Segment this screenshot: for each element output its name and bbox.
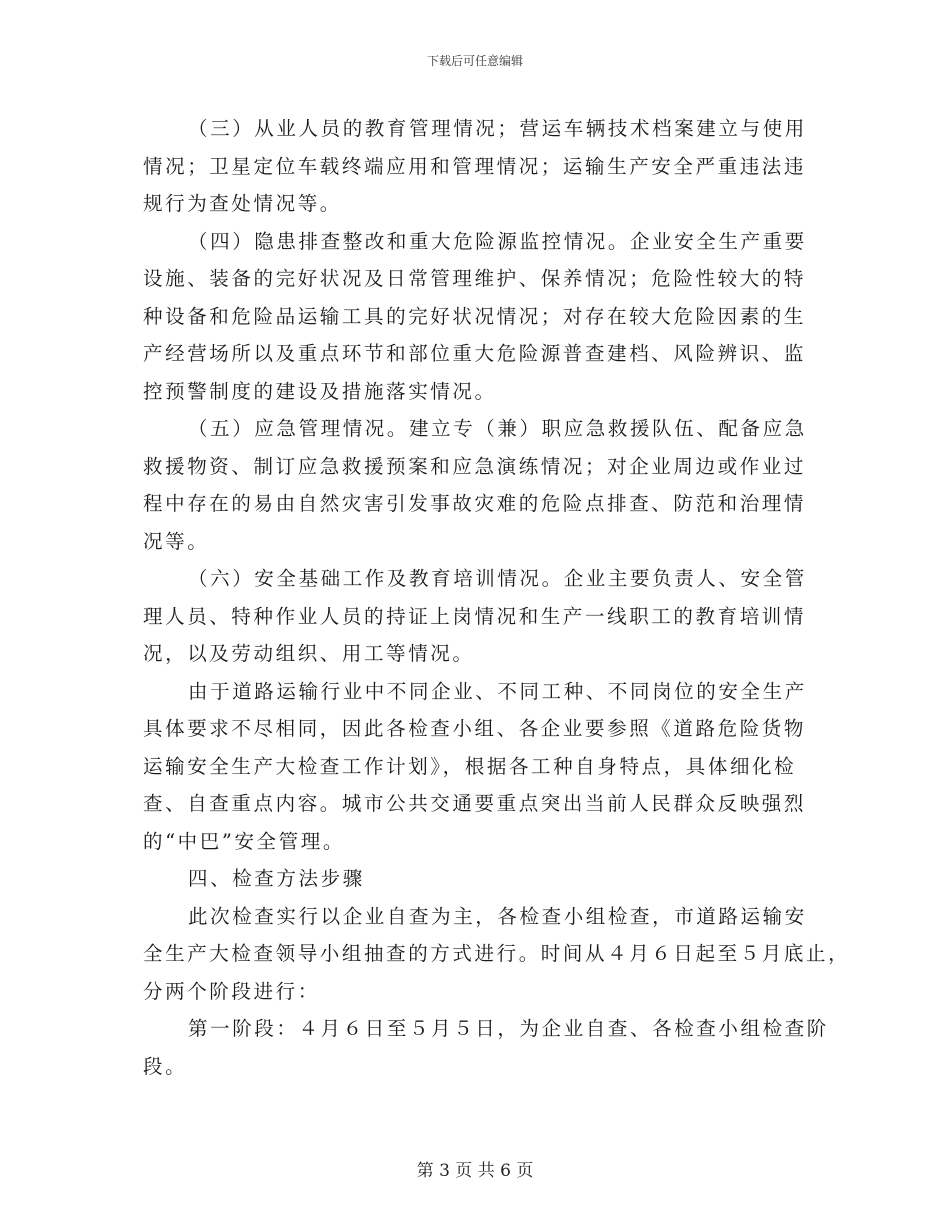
text-line: 查、自查重点内容。城市公共交通要重点突出当前人民群众反映强烈 bbox=[143, 792, 807, 815]
text-line: 情况；卫星定位车载终端应用和管理情况；运输生产安全严重违法违 bbox=[143, 154, 807, 178]
page-header: 下载后可任意编辑 bbox=[426, 54, 523, 68]
paragraph bbox=[143, 110, 823, 223]
text-line: 段。 bbox=[143, 1054, 188, 1078]
text-line: 具体要求不尽相同，因此各检查小组、各企业要参照《道路危险货物 bbox=[143, 717, 807, 740]
text-line: 设施、装备的完好状况及日常管理维护、保养情况；危险性较大的特 bbox=[143, 267, 807, 290]
text-line: 产经营场所以及重点环节和部位重大危险源普查建档、风险辨识、监 bbox=[143, 342, 807, 365]
paragraph bbox=[143, 898, 851, 1011]
text-line: （三）从业人员的教育管理情况；营运车辆技术档案建立与使用 bbox=[188, 117, 807, 140]
text-line: 控预警制度的建设及措施落实情况。 bbox=[143, 379, 497, 403]
text-line: （五）应急管理情况。建立专（兼）职应急救援队伍、配备应急 bbox=[188, 417, 807, 440]
page-footer: 第 3 页 共 6 页 bbox=[416, 1161, 534, 1181]
text-line: （六）安全基础工作及教育培训情况。企业主要负责人、安全管 bbox=[188, 567, 807, 590]
text-line: 种设备和危险品运输工具的完好状况情况；对存在较大危险因素的生 bbox=[143, 304, 807, 328]
paragraph bbox=[143, 860, 823, 898]
paragraph bbox=[143, 223, 823, 411]
text-line: 救援物资、制订应急救援预案和应急演练情况；对企业周边或作业过 bbox=[143, 454, 807, 478]
text-line: 规行为查处情况等。 bbox=[143, 192, 342, 215]
text-line: 理人员、特种作业人员的持证上岗情况和生产一线职工的教育培训情 bbox=[143, 604, 807, 628]
text-line: 此次检查实行以企业自查为主，各检查小组检查，市道路运输安 bbox=[188, 904, 807, 928]
text-line: 全生产大检查领导小组抽查的方式进行。时间从４月６日起至５月底止， bbox=[143, 942, 851, 965]
text-line: （四）隐患排查整改和重大危险源监控情况。企业安全生产重要 bbox=[188, 229, 807, 253]
text-line: 由于道路运输行业中不同企业、不同工种、不同岗位的安全生产 bbox=[188, 679, 807, 703]
text-line: 第一阶段：４月６日至５月５日，为企业自查、各检查小组检查阶 bbox=[188, 1017, 829, 1040]
paragraph bbox=[143, 560, 823, 673]
text-line: 况，以及劳动组织、用工等情况。 bbox=[143, 642, 475, 665]
text-line: 程中存在的易由自然灾害引发事故灾难的危险点排查、防范和治理情 bbox=[143, 492, 807, 515]
text-line: 分两个阶段进行： bbox=[143, 979, 320, 1003]
text-line: 运输安全生产大检查工作计划》，根据各工种自身特点，具体细化检 bbox=[143, 754, 797, 778]
paragraph bbox=[143, 410, 823, 560]
text-line: 的“中巴”安全管理。 bbox=[143, 829, 345, 853]
paragraph bbox=[143, 1010, 829, 1085]
paragraph bbox=[143, 673, 823, 861]
document-body bbox=[143, 110, 851, 1085]
text-line: 四、检查方法步骤 bbox=[188, 867, 365, 890]
text-line: 况等。 bbox=[143, 529, 210, 553]
